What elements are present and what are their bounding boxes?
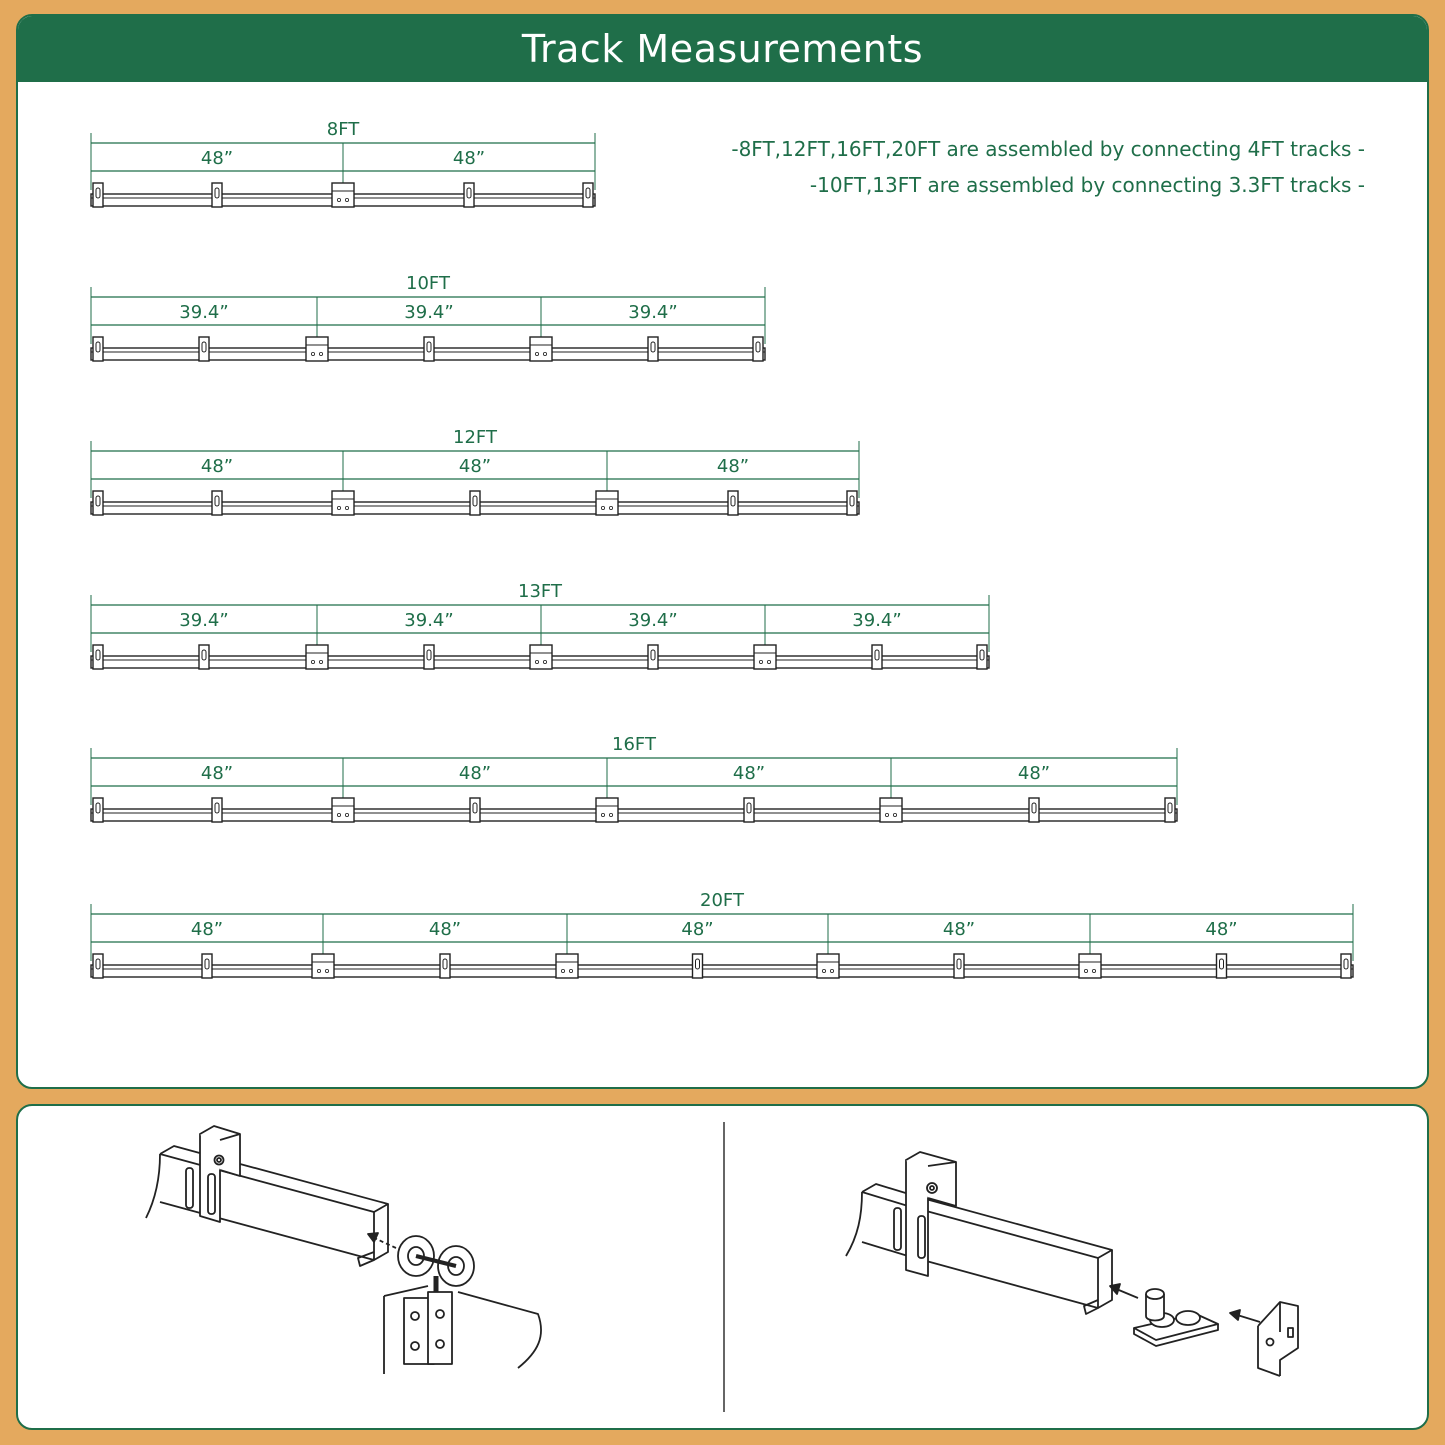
track-diagram-20ft	[91, 890, 1353, 978]
track-diagram-8ft	[91, 119, 595, 207]
track-diagram-10ft	[91, 273, 765, 361]
track-segment-label: 39.4”	[179, 610, 229, 631]
stopper-installation-illustration	[846, 1152, 1298, 1376]
track-diagram-13ft	[91, 581, 989, 669]
track-segment-label: 48”	[428, 919, 462, 940]
track-segment-label: 48”	[200, 456, 234, 477]
track-segment-label: 48”	[458, 763, 492, 784]
track-total-label: 13FT	[518, 581, 562, 602]
track-segment-label: 48”	[200, 148, 234, 169]
track-segment-label: 48”	[681, 919, 714, 940]
track-total-label: 16FT	[612, 734, 656, 755]
track-segment-label: 48”	[1205, 919, 1238, 940]
track-total-label: 10FT	[406, 273, 450, 294]
track-measurements-panel	[16, 14, 1429, 1089]
assembly-note-33ft: -10FT,13FT are assembled by connecting 3.3FT tracks -	[809, 173, 1365, 197]
track-segment-label: 48”	[942, 919, 976, 940]
page-title: Track Measurements	[18, 16, 1427, 82]
track-segment-label: 48”	[732, 763, 766, 784]
track-diagram-12ft	[91, 427, 859, 515]
assembly-note-4ft: -8FT,12FT,16FT,20FT are assembled by connecting 4FT tracks -	[731, 137, 1365, 161]
track-total-label: 20FT	[700, 890, 744, 911]
track-segment-label: 48”	[190, 919, 224, 940]
track-segment-label: 48”	[200, 763, 234, 784]
track-segment-label: 48”	[452, 148, 486, 169]
track-total-label: 12FT	[453, 427, 497, 448]
track-segment-label: 39.4”	[179, 302, 229, 323]
track-diagram-16ft	[91, 734, 1177, 822]
track-segment-label: 39.4”	[852, 610, 902, 631]
track-segment-label: 39.4”	[628, 610, 678, 631]
track-diagrams	[18, 16, 1429, 1089]
track-segment-label: 39.4”	[628, 302, 678, 323]
track-rail	[91, 809, 1177, 821]
track-total-label: 8FT	[326, 119, 360, 140]
roller-installation-illustration	[146, 1126, 541, 1374]
track-segment-label: 39.4”	[404, 610, 454, 631]
track-segment-label: 39.4”	[404, 302, 454, 323]
installation-panel	[16, 1104, 1429, 1430]
track-segment-label: 48”	[1017, 763, 1051, 784]
track-segment-label: 48”	[458, 456, 492, 477]
track-segment-label: 48”	[716, 456, 750, 477]
installation-illustrations	[18, 1106, 1429, 1430]
track-rail	[91, 965, 1353, 977]
